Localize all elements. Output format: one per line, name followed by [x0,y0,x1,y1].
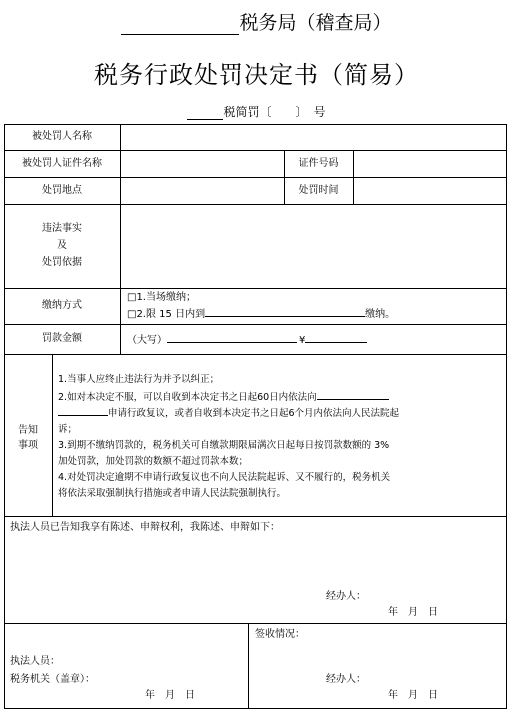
agency-seal-label: 税务机关（盖章）： [10,674,95,685]
statement-field[interactable] [5,538,506,588]
review-agency-blank[interactable] [317,390,389,400]
statement-handler-label: 经办人： [326,591,366,602]
row-divider [4,288,507,289]
receipt-date: 年 月 日 [388,690,438,701]
notice-label-2: 事项 [18,440,38,451]
facts-field[interactable] [121,205,506,288]
row-divider [4,324,507,325]
yen-label: ¥ [299,335,306,346]
amount-upper-blank[interactable] [167,332,297,343]
receipt-handler-label: 经办人： [326,674,366,685]
table-border-right [506,124,507,709]
penalized-id-name-label: 被处罚人证件名称 [22,158,102,169]
officer-label: 执法人员： [10,656,60,667]
notice-label-1: 告知 [18,425,38,436]
location-field[interactable] [121,178,284,204]
payment-option-deadline[interactable] [127,306,395,322]
payment-option-suffix: 缴纳。 [365,309,396,320]
doc-number-line [0,103,513,120]
payment-place-blank[interactable] [205,306,365,317]
time-label: 处罚时间 [298,185,339,196]
agency-header [0,8,513,35]
time-field[interactable] [354,178,506,204]
notice-column-divider [52,354,53,516]
row-divider [4,623,507,624]
row-divider [4,354,507,355]
id-number-field[interactable] [354,151,506,177]
notice-line: 加处罚款，加处罚款的数额不超过罚款本数； [58,456,249,467]
notice-line: 1.当事人应终止违法行为并予以纠正； [58,374,220,385]
notice-line: 申请行政复议，或者自收到本决定书之日起6个月内依法向人民法院起 [58,406,399,422]
row-divider [4,516,507,517]
statement-text: 执法人员已告知我享有陈述、申辩权利，我陈述、申辩如下： [10,522,280,533]
document-title: 税务行政处罚决定书（简易） [94,61,419,89]
penalized-name-label: 被处罚人名称 [32,131,92,142]
id-number-label: 证件号码 [298,158,339,169]
facts-label-1: 违法事实 [42,223,82,234]
notice-line: 3.到期不缴纳罚款的，税务机关可自缴款期限届满次日起每日按罚款数额的 3% [58,440,390,451]
table-border-left [4,124,5,709]
location-label: 处罚地点 [42,185,82,196]
amount-label: 罚款金额 [42,333,82,344]
sign-date: 年 月 日 [145,690,195,701]
notice-line: 2.如对本决定不服，可以自收到本决定书之日起60日内依法向 [58,390,389,406]
agency-title: 税务局（稽查局） [239,12,392,34]
sign-column-divider [248,623,249,709]
penalized-name-field[interactable] [121,125,506,150]
doc-number-blank[interactable] [187,107,223,120]
payment-option-deadline-text: □2.限 15 日内到 [127,309,206,320]
facts-label-2: 及 [57,240,67,251]
label-column-divider [120,288,121,354]
facts-label-3: 处罚依据 [42,257,82,268]
amount-upper-label: （大写） [127,335,167,346]
notice-line: 诉； [58,424,78,435]
payment-option-onsite[interactable]: □1.当场缴纳； [127,292,196,303]
amount-row [127,332,367,348]
agency-blank[interactable] [121,16,239,35]
statement-date: 年 月 日 [388,607,438,618]
amount-number-blank[interactable] [305,332,367,343]
table-border-bottom [4,708,507,709]
penalized-id-name-field[interactable] [121,151,284,177]
notice-line: 4.对处罚决定逾期不申请行政复议也不向人民法院起诉、又不履行的，税务机关 [58,472,391,483]
payment-method-label: 缴纳方式 [42,300,82,311]
receipt-label: 签收情况： [255,629,305,640]
doc-number: 税简罚〔 〕 号 [223,105,326,119]
notice-line: 将依法采取强制执行措施或者申请人民法院强制执行。 [58,488,287,499]
review-agency-blank-2[interactable] [58,406,108,416]
